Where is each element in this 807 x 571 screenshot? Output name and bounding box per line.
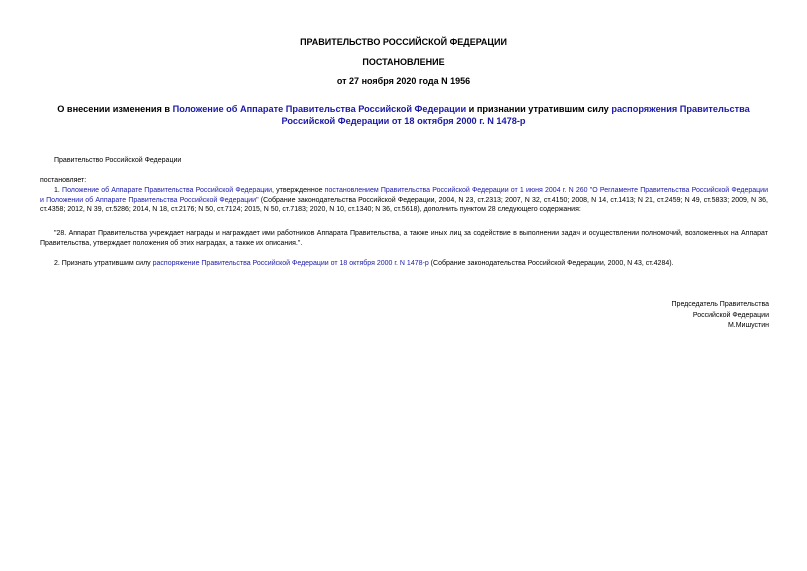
intro-text: Правительство Российской Федерации [54, 157, 182, 164]
title-text-mid: и признании утратившим силу [466, 104, 612, 114]
decree-word: постановляет: [40, 177, 87, 184]
p1-link-regulation[interactable]: Положение об Аппарате Правительства Российской Федерации [62, 187, 273, 194]
document-type: ПОСТАНОВЛЕНИЕ [362, 57, 445, 67]
paragraph-2-text-b: (Собрание законодательства Российской Федерации, 2000, N 43, ст.4284). [428, 260, 674, 267]
paragraph-1-text-b: (Собрание законодательства Российской Федерации, 2004, N 23, ст.2313; 2007, N 32, ст.4150; 2008, N 14, ст.1413; N 21, ст.2459; N 49, ст.5833; 2009, N 36, ст.4358; 2012, N 39, ст.5286; 2014, N 18, ст.2176; N 50, ст.7124; 2015, N 50, ст.7183; 2020, N 10, ст.1340; N 36, ст.5618), дополнить пунктом 28 следующего содержания: [40, 196, 768, 214]
title-link-regulation[interactable]: Положение об Аппарате Правительства Российской Федерации [172, 104, 467, 114]
document-date: от 27 ноября 2020 года N 1956 [336, 76, 471, 86]
document-title [40, 104, 767, 127]
government-heading: ПРАВИТЕЛЬСТВО РОССИЙСКОЙ ФЕДЕРАЦИИ [300, 37, 507, 47]
signature-position-line1: Председатель Правительства [671, 301, 769, 308]
paragraph-1-text-a: , утвержденное [272, 187, 325, 194]
title-text-pre: О внесении изменения в [57, 104, 173, 114]
paragraph-1 [40, 186, 768, 215]
quoted-paragraph-28: "28. Аппарат Правительства учреждает награды и награждает ими работников Аппарата Правительства, а также иных лиц за содействие в выполнении задач и осуществлении полномочий, возложенных на Аппарат Правительства, утверждает положения об этих наградах, а также их описания.". [40, 230, 768, 247]
signature-block [569, 300, 769, 332]
signature-name: М.Мишустин [727, 322, 769, 329]
paragraph-2 [40, 259, 768, 269]
signature-position-line2: Российской Федерации [692, 311, 769, 319]
title-link-order[interactable]: распоряжения Правительства Российской Федерации от 18 октября 2000 г. N 1478-р [281, 104, 750, 126]
paragraph-1-number: 1. [54, 187, 63, 194]
p1-link-resolution[interactable]: постановлением Правительства Российской Федерации от 1 июня 2004 г. N 260 "О Регламенте Правительства Российской Федерации и Положении об Аппарате Правительства Российской Федерации" [40, 187, 768, 204]
p2-link-order[interactable]: распоряжение Правительства Российской Федерации от 18 октября 2000 г. N 1478-р [152, 260, 429, 267]
paragraph-2-text-a: 2. Признать утратившим силу [54, 260, 153, 267]
